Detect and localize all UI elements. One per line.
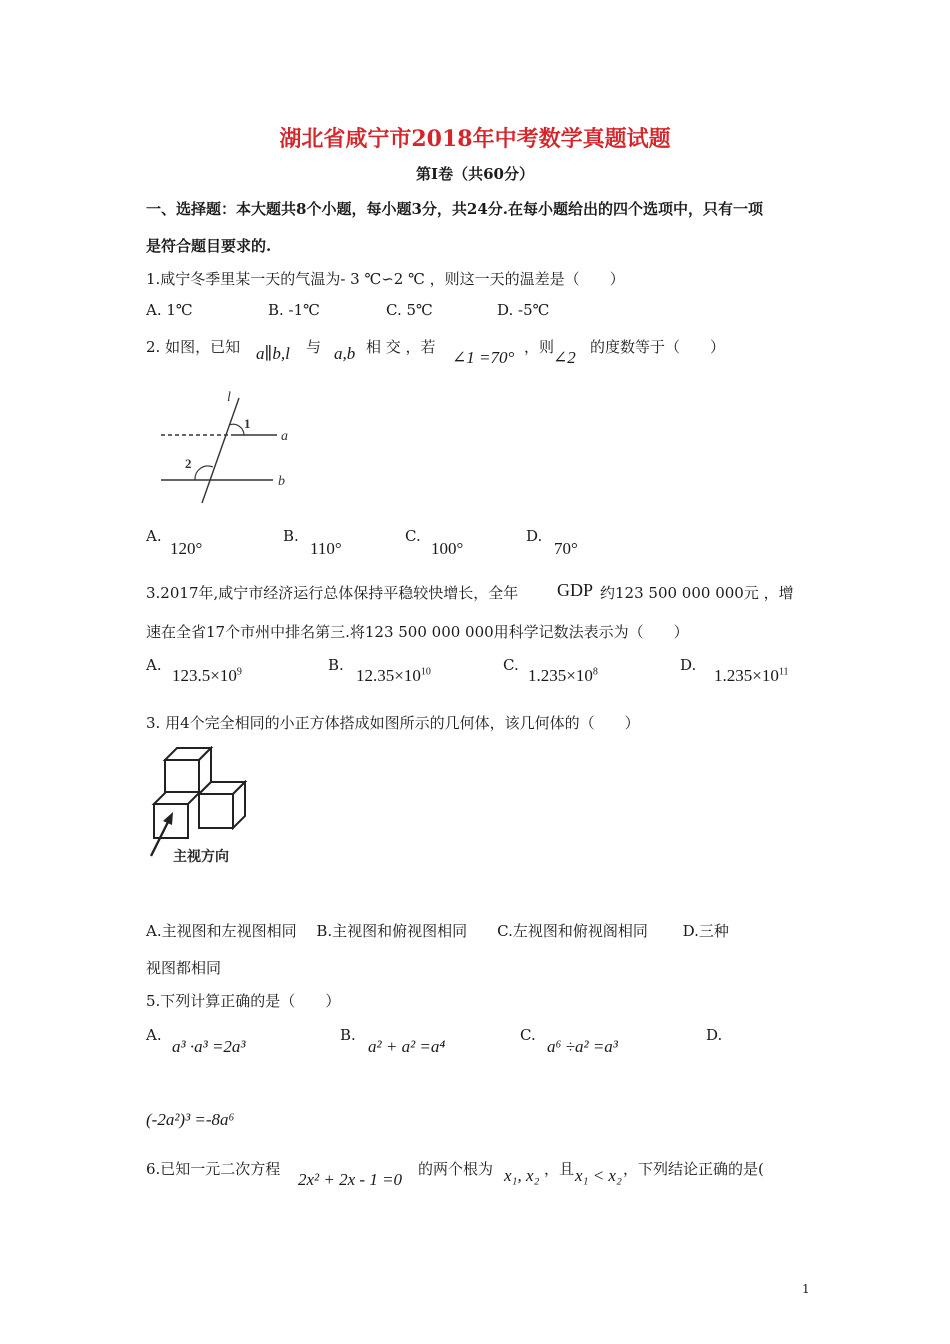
- q5-option-b-expr: a² + a² =a⁴: [368, 1037, 446, 1056]
- question-3-stem-b: 约123 500 000 000元 ，增: [600, 584, 794, 602]
- q2-option-a-letter: A.: [146, 527, 162, 545]
- question-2-stem-c: 相 交 ，若: [366, 338, 436, 356]
- q1-option-c: C. 5℃: [386, 301, 433, 319]
- q2-option-b-letter: B.: [283, 527, 299, 545]
- q1-option-a: A. 1℃: [146, 301, 193, 319]
- q5-option-b-letter: B.: [340, 1026, 356, 1044]
- q2-math-angle2: ∠2: [553, 348, 576, 367]
- page-title: 湖北省咸宁市2018年中考数学真题试题: [279, 126, 671, 152]
- q1-option-d: D. -5℃: [497, 301, 550, 319]
- q2-option-d-value: 70°: [554, 539, 578, 558]
- label-l: l: [227, 390, 231, 405]
- q3-option-b-letter: B.: [328, 656, 344, 674]
- label-angle-1: 1: [244, 416, 251, 431]
- label-b: b: [278, 474, 285, 489]
- q5-option-c-expr: a⁶ ÷a² =a³: [547, 1037, 618, 1056]
- q5-option-a-expr: a³ ·a³ =2a³: [172, 1037, 246, 1056]
- q3-gdp: GDP: [557, 580, 594, 600]
- question-3-stem-a: 3.2017年,咸宁市经济运行总体保持平稳较快增长，全年: [146, 584, 519, 602]
- cube-right-front-face: [199, 794, 233, 828]
- question-6-stem-b: 的两个根为: [418, 1160, 494, 1178]
- question-2-stem-e: 的度数等于（ ）: [590, 338, 726, 356]
- q6-equation: 2x² + 2x - 1 =0: [298, 1170, 403, 1189]
- q2-option-a-value: 120°: [170, 539, 203, 558]
- question-1-stem: 1.咸宁冬季里某一天的气温为- 3 ℃∽2 ℃ ，则这一天的温差是（ ）: [146, 270, 625, 288]
- q2-option-d-letter: D.: [526, 527, 543, 545]
- q2-option-c-value: 100°: [431, 539, 464, 558]
- page-number: 1: [802, 1282, 810, 1296]
- q5-option-c-letter: C.: [520, 1026, 536, 1044]
- q4-options-line2: 视图都相同: [146, 959, 222, 977]
- question-4-stem: 3. 用4个完全相同的小正方体搭成如图所示的几何体，该几何体的（ ）: [146, 714, 640, 732]
- q5-option-a-letter: A.: [146, 1026, 162, 1044]
- q3-option-d-value: $1.235\times 10^{11}$: [714, 666, 789, 685]
- question-5-stem: 5.下列计算正确的是（ ）: [146, 992, 341, 1010]
- parallel-lines-figure: [155, 388, 305, 513]
- q3-option-a-letter: A.: [146, 656, 162, 674]
- q5-option-d-expr: (-2a²)³ =-8a⁶: [146, 1110, 235, 1129]
- q3-option-b-value: $12.35\times 10^{10}$: [356, 666, 431, 685]
- section-instructions-line2: 是符合题目要求的.: [146, 237, 272, 255]
- label-angle-2: 2: [185, 456, 192, 471]
- view-direction-label: 主视方向: [173, 849, 229, 865]
- q3-option-a-value: $123.5\times 10^9$: [172, 666, 242, 685]
- q2-math-parallel: a∥b,l: [256, 344, 290, 363]
- q4-options-line1: A.主视图和左视图相同 B.主视图和俯视图相同 C.左视图和俯视阁相同 D.三种: [146, 922, 729, 940]
- label-a: a: [281, 429, 288, 444]
- cube-top-front-face: [165, 760, 199, 794]
- question-2-stem-d: ，则: [524, 338, 555, 356]
- question-6-stem-d: ，下列结论正确的是(: [623, 1160, 764, 1178]
- question-2-stem-a: 2. 如图，已知: [146, 338, 241, 356]
- question-3-stem-line2: 速在全省17个市州中排名第三.将123 500 000 000用科学记数法表示为（ ）: [146, 623, 689, 641]
- question-2-stem-b: 与: [306, 338, 322, 356]
- q5-option-d-letter: D.: [706, 1026, 723, 1044]
- q2-option-c-letter: C.: [405, 527, 421, 545]
- angle-1-arc: [229, 424, 244, 435]
- cube-front-upper-face: [154, 792, 200, 804]
- cubes-figure: [145, 744, 255, 874]
- line-l: [202, 398, 239, 503]
- q2-math-ab: a,b: [334, 344, 356, 363]
- section-heading: 第Ⅰ卷（共60分）: [416, 165, 534, 183]
- q2-math-angle1: ∠1 =70°: [452, 348, 515, 367]
- q6-inequality: x₁ < x₂: [575, 1166, 622, 1185]
- question-6-stem-a: 6.已知一元二次方程: [146, 1160, 281, 1178]
- question-6-stem-c: ，且: [544, 1160, 575, 1178]
- section-instructions-line1: 一、选择题：本大题共8个小题，每小题3分，共24分.在每小题给出的四个选项中，只有一项: [146, 200, 763, 218]
- q1-option-b: B. -1℃: [268, 301, 320, 319]
- q6-roots: x₁, x₂: [504, 1166, 540, 1185]
- q3-option-c-value: $1.235\times 10^8$: [528, 666, 598, 685]
- q3-option-d-letter: D.: [680, 656, 697, 674]
- q3-option-c-letter: C.: [503, 656, 519, 674]
- q2-option-b-value: 110°: [310, 539, 342, 558]
